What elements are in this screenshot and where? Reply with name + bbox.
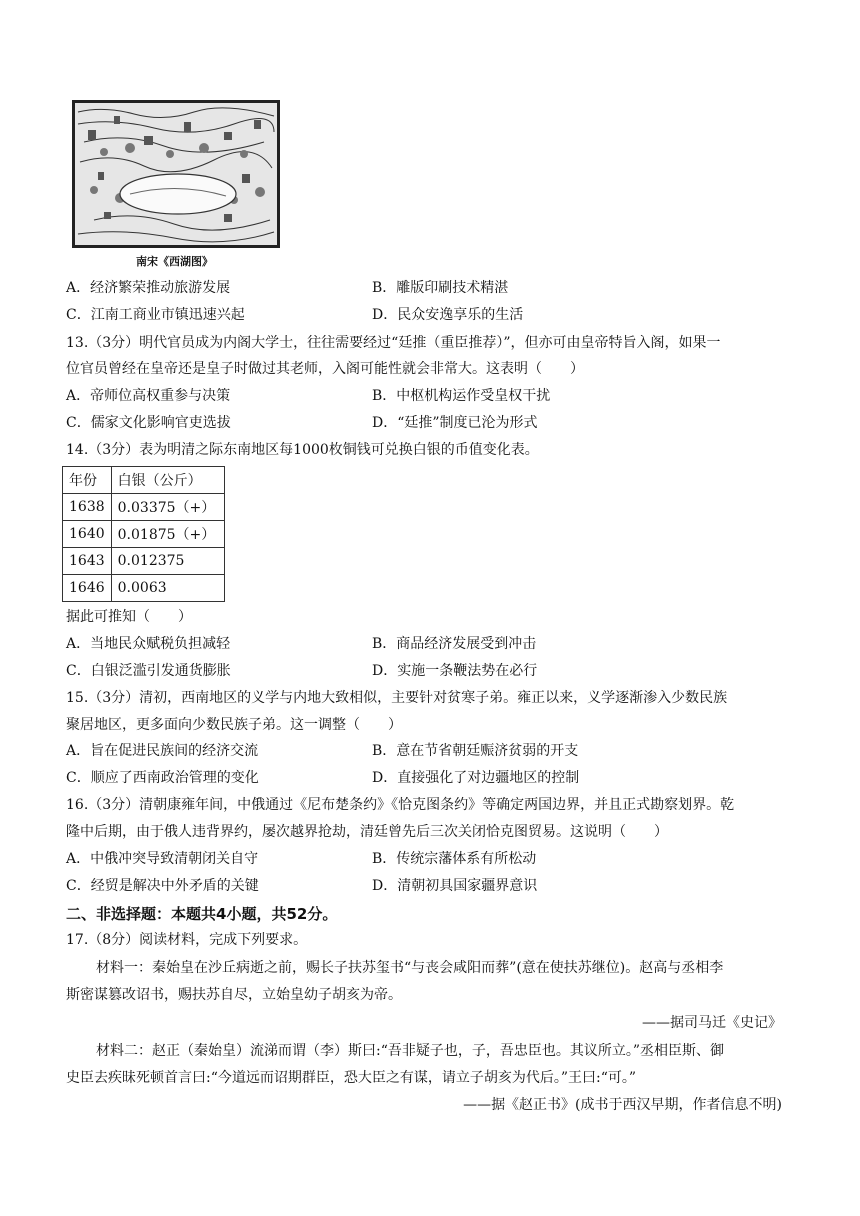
q15-option-a: A．旨在促进民族间的经济交流 bbox=[66, 743, 259, 759]
table-cell-year: 1640 bbox=[63, 521, 112, 548]
coin-silver-table bbox=[62, 466, 225, 602]
q16-stem-line1: 16.（3分）清朝康雍年间，中俄通过《尼布楚条约》《恰克图条约》等确定两国边界，并且正式勘察划界。乾 bbox=[66, 797, 735, 813]
table-cell-silver: 0.03375（+） bbox=[111, 494, 224, 521]
q13-stem-line2: 位官员曾经在皇帝还是皇子时做过其老师，入阁可能性就会非常大。这表明（ ） bbox=[66, 361, 584, 377]
table-row bbox=[63, 548, 225, 575]
q13-option-c: C．儒家文化影响官吏选拔 bbox=[66, 415, 231, 431]
q13-option-a: A．帝师位高权重参与决策 bbox=[66, 388, 231, 404]
q14-option-c: C．白银泛滥引发通货膨胀 bbox=[66, 663, 231, 679]
q12-option-d: D．民众安逸享乐的生活 bbox=[372, 307, 524, 323]
west-lake-map-image bbox=[72, 100, 280, 248]
section-title: 二、非选择题：本题共4小题，共52分。 bbox=[66, 905, 338, 923]
table-cell-year: 1638 bbox=[63, 494, 112, 521]
table-row bbox=[63, 521, 225, 548]
material1-line1: 材料一：秦始皇在沙丘病逝之前，赐长子扶苏玺书“与丧会咸阳而葬”(意在使扶苏继位)。赵高与丞相李 bbox=[96, 960, 724, 976]
figure-caption: 南宋《西湖图》 bbox=[136, 255, 213, 268]
table-cell-silver: 0.012375 bbox=[111, 548, 224, 575]
q14-option-a: A．当地民众赋税负担减轻 bbox=[66, 636, 231, 652]
q13-option-b: B．中枢机构运作受皇权干扰 bbox=[372, 388, 551, 404]
table-header-silver: 白银（公斤） bbox=[111, 467, 224, 494]
material2-line2: 史臣去疾昧死顿首言曰:“今道远而诏期群臣，恐大臣之有谋，请立子胡亥为代后。”王曰:“可。” bbox=[66, 1070, 637, 1086]
q12-option-b: B．雕版印刷技术精湛 bbox=[372, 280, 509, 296]
q13-option-d: D．“廷推”制度已沦为形式 bbox=[372, 415, 538, 431]
q15-option-c: C．顺应了西南政治管理的变化 bbox=[66, 770, 259, 786]
q15-option-d: D．直接强化了对边疆地区的控制 bbox=[372, 770, 580, 786]
table-header-row bbox=[63, 467, 225, 494]
material1-line2: 斯密谋篡改诏书，赐扶苏自尽，立始皇幼子胡亥为帝。 bbox=[66, 987, 402, 1003]
q14-option-d: D．实施一条鞭法势在必行 bbox=[372, 663, 538, 679]
q14-option-b: B．商品经济发展受到冲击 bbox=[372, 636, 537, 652]
q16-option-c: C．经贸是解决中外矛盾的关键 bbox=[66, 878, 259, 894]
table-row bbox=[63, 575, 225, 602]
q12-option-a: A．经济繁荣推动旅游发展 bbox=[66, 280, 231, 296]
table-cell-year: 1646 bbox=[63, 575, 112, 602]
material2-source: ——据《赵正书》(成书于西汉早期，作者信息不明) bbox=[463, 1097, 782, 1113]
q17-stem: 17.（8分）阅读材料，完成下列要求。 bbox=[66, 932, 308, 948]
q15-stem-line1: 15.（3分）清初，西南地区的义学与内地大致相似，主要针对贫寒子弟。雍正以来，义学逐渐渗入少数民族 bbox=[66, 690, 728, 706]
table-cell-silver: 0.0063 bbox=[111, 575, 224, 602]
q16-option-a: A．中俄冲突导致清朝闭关自守 bbox=[66, 851, 259, 867]
q12-option-c: C．江南工商业市镇迅速兴起 bbox=[66, 307, 245, 323]
q15-option-b: B．意在节省朝廷赈济贫弱的开支 bbox=[372, 743, 579, 759]
q14-after-table: 据此可推知（ ） bbox=[66, 609, 192, 625]
material2-line1: 材料二：赵正（秦始皇）流涕而谓（李）斯曰:“吾非疑子也，子，吾忠臣也。其议所立。”丞相臣斯、御 bbox=[96, 1043, 725, 1059]
material1-source: ——据司马迁《史记》 bbox=[642, 1015, 782, 1031]
q16-stem-line2: 隆中后期，由于俄人违背界约，屡次越界抢劫，清廷曾先后三次关闭恰克图贸易。这说明（ ） bbox=[66, 824, 668, 840]
table-cell-silver: 0.01875（+） bbox=[111, 521, 224, 548]
table-row bbox=[63, 494, 225, 521]
q13-stem-line1: 13.（3分）明代官员成为内阁大学士，往往需要经过“廷推（重臣推荐）”，但亦可由皇帝特旨入阁，如果一 bbox=[66, 335, 721, 351]
q16-option-b: B．传统宗藩体系有所松动 bbox=[372, 851, 537, 867]
q14-stem: 14.（3分）表为明清之际东南地区每1000枚铜钱可兑换白银的币值变化表。 bbox=[66, 442, 539, 458]
table-header-year: 年份 bbox=[63, 467, 112, 494]
map-drawing bbox=[74, 102, 278, 246]
q15-stem-line2: 聚居地区，更多面向少数民族子弟。这一调整（ ） bbox=[66, 717, 402, 733]
q16-option-d: D．清朝初具国家疆界意识 bbox=[372, 878, 538, 894]
table-cell-year: 1643 bbox=[63, 548, 112, 575]
